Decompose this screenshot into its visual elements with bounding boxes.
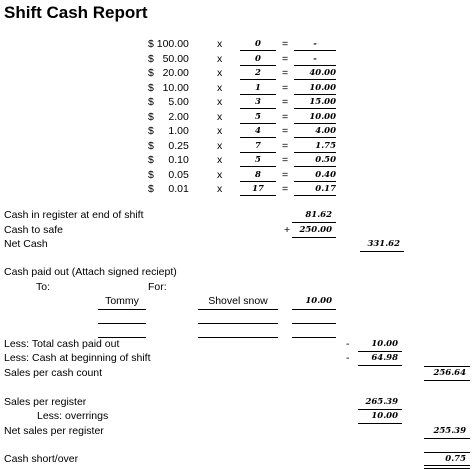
- count-underline: [240, 50, 276, 51]
- equals-sign: =: [282, 110, 289, 123]
- to-safe-value: 250.00: [299, 225, 332, 235]
- times-sign: x: [217, 52, 223, 65]
- net-cash-label: Net Cash: [4, 238, 48, 250]
- count-underline: [240, 137, 276, 138]
- denomination-total: 0.50: [315, 155, 336, 165]
- denomination-amount: $ 0.05: [148, 168, 189, 181]
- paid-out-amount-underline-2: [292, 323, 336, 324]
- total-underline: [294, 137, 336, 138]
- short-over-double-underline: [424, 465, 470, 469]
- denomination-total: 15.00: [309, 97, 336, 107]
- beginning-label: Less: Cash at beginning of shift: [4, 352, 151, 364]
- equals-sign: =: [282, 52, 289, 65]
- denomination-count: 17: [252, 184, 264, 194]
- overrings-underline: [358, 423, 402, 424]
- denomination-count: 3: [255, 97, 261, 107]
- page-title: Shift Cash Report: [4, 3, 148, 22]
- denomination-amount: $ 0.25: [148, 139, 189, 152]
- denomination-total: 10.00: [309, 82, 336, 93]
- to-safe-underline: [292, 237, 336, 238]
- net-sales-underline: [424, 438, 470, 439]
- denomination-count: 4: [255, 126, 261, 136]
- equals-sign: =: [282, 125, 289, 137]
- paid-out-amount: 10.00: [305, 296, 332, 306]
- overrings-label: Less: overrings: [37, 410, 109, 422]
- denomination-count: 0: [255, 39, 261, 49]
- times-sign: x: [217, 81, 223, 94]
- total-underline: [294, 79, 336, 80]
- equals-sign: =: [282, 183, 289, 195]
- beginning-value: 64.98: [371, 353, 398, 363]
- net-sales-value: 255.39: [433, 426, 466, 436]
- total-underline: [294, 50, 336, 51]
- total-underline: [294, 65, 336, 66]
- denomination-total: -: [313, 39, 317, 49]
- denomination-total: -: [313, 53, 317, 64]
- net-sales-label: Net sales per register: [4, 425, 104, 437]
- total-paid-out-value: 10.00: [371, 339, 398, 349]
- short-over-value: 0.75: [445, 454, 466, 464]
- times-sign: x: [217, 125, 223, 137]
- denomination-count: 8: [255, 169, 261, 180]
- denomination-total: 1.75: [315, 140, 336, 151]
- denomination-amount: $ 20.00: [148, 67, 189, 79]
- paid-out-for-underline: [198, 309, 278, 310]
- times-sign: x: [217, 96, 223, 108]
- paid-out-amount-underline-3: [292, 337, 336, 338]
- denomination-count: 5: [255, 111, 261, 122]
- denomination-count: 7: [255, 140, 261, 151]
- times-sign: x: [217, 183, 223, 195]
- total-underline: [294, 94, 336, 95]
- to-safe-label: Cash to safe: [4, 224, 63, 236]
- end-of-shift-underline: [292, 222, 336, 223]
- denomination-total: 0.40: [315, 169, 336, 180]
- equals-sign: =: [282, 81, 289, 94]
- sales-register-value: 265.39: [365, 397, 398, 407]
- count-underline: [240, 79, 276, 80]
- minus-sign: -: [346, 338, 350, 350]
- paid-out-to-underline: [98, 309, 146, 310]
- denomination-amount: $ 5.00: [148, 96, 189, 108]
- denomination-count: 5: [255, 155, 261, 165]
- denomination-total: 10.00: [309, 111, 336, 122]
- total-underline: [294, 181, 336, 182]
- times-sign: x: [217, 67, 223, 79]
- count-underline: [240, 108, 276, 109]
- beginning-underline: [358, 365, 402, 366]
- end-of-shift-label: Cash in register at end of shift: [4, 209, 144, 221]
- times-sign: x: [217, 154, 223, 166]
- equals-sign: =: [282, 38, 289, 50]
- times-sign: x: [217, 38, 223, 50]
- paid-out-for: Shovel snow: [208, 295, 268, 307]
- minus-sign-2: -: [346, 352, 350, 364]
- sales-cash-count-underline: [424, 380, 470, 381]
- paid-out-for-underline-3: [198, 337, 278, 338]
- net-cash-underline: [360, 251, 404, 252]
- count-underline: [240, 152, 276, 153]
- net-cash-value: 331.62: [367, 239, 400, 249]
- short-over-label: Cash short/over: [4, 453, 79, 465]
- denomination-amount: $ 10.00: [148, 81, 189, 94]
- denomination-total: 4.00: [315, 126, 336, 136]
- equals-sign: =: [282, 139, 289, 152]
- paid-out-heading: Cash paid out (Attach signed reciept): [4, 266, 177, 278]
- equals-sign: =: [282, 154, 289, 166]
- plus-sign: +: [284, 224, 291, 236]
- denomination-amount: $ 100.00: [148, 38, 189, 50]
- times-sign: x: [217, 110, 223, 123]
- paid-out-amount-underline: [292, 309, 336, 310]
- equals-sign: =: [282, 168, 289, 181]
- count-underline: [240, 166, 276, 167]
- denomination-total: 0.17: [315, 184, 336, 194]
- end-of-shift-value: 81.62: [305, 210, 332, 220]
- count-underline: [240, 195, 276, 196]
- denomination-amount: $ 2.00: [148, 110, 189, 123]
- sales-register-label: Sales per register: [4, 396, 87, 408]
- denomination-count: 1: [255, 82, 261, 93]
- total-paid-out-label: Less: Total cash paid out: [4, 338, 120, 350]
- times-sign: x: [217, 168, 223, 181]
- sales-cash-count-value: 256.64: [433, 368, 466, 378]
- count-underline: [240, 65, 276, 66]
- paid-out-to-underline-2: [98, 323, 146, 324]
- count-underline: [240, 123, 276, 124]
- for-label: For:: [148, 281, 167, 293]
- paid-out-to: Tommy: [105, 295, 139, 307]
- total-underline: [294, 195, 336, 196]
- times-sign: x: [217, 139, 223, 152]
- denomination-count: 2: [255, 68, 261, 78]
- denomination-count: 0: [255, 53, 261, 64]
- denomination-amount: $ 1.00: [148, 125, 189, 137]
- total-underline: [294, 166, 336, 167]
- sales-cash-count-label: Sales per cash count: [4, 367, 103, 379]
- equals-sign: =: [282, 96, 289, 108]
- total-underline: [294, 152, 336, 153]
- denomination-amount: $ 0.01: [148, 183, 189, 195]
- total-underline: [294, 123, 336, 124]
- denomination-amount: $ 50.00: [148, 52, 189, 65]
- denomination-total: 40.00: [309, 68, 336, 78]
- equals-sign: =: [282, 67, 289, 79]
- to-label: To:: [36, 281, 51, 293]
- overrings-value: 10.00: [371, 411, 398, 421]
- denomination-amount: $ 0.10: [148, 154, 189, 166]
- total-underline: [294, 108, 336, 109]
- paid-out-for-underline-2: [198, 323, 278, 324]
- count-underline: [240, 181, 276, 182]
- count-underline: [240, 94, 276, 95]
